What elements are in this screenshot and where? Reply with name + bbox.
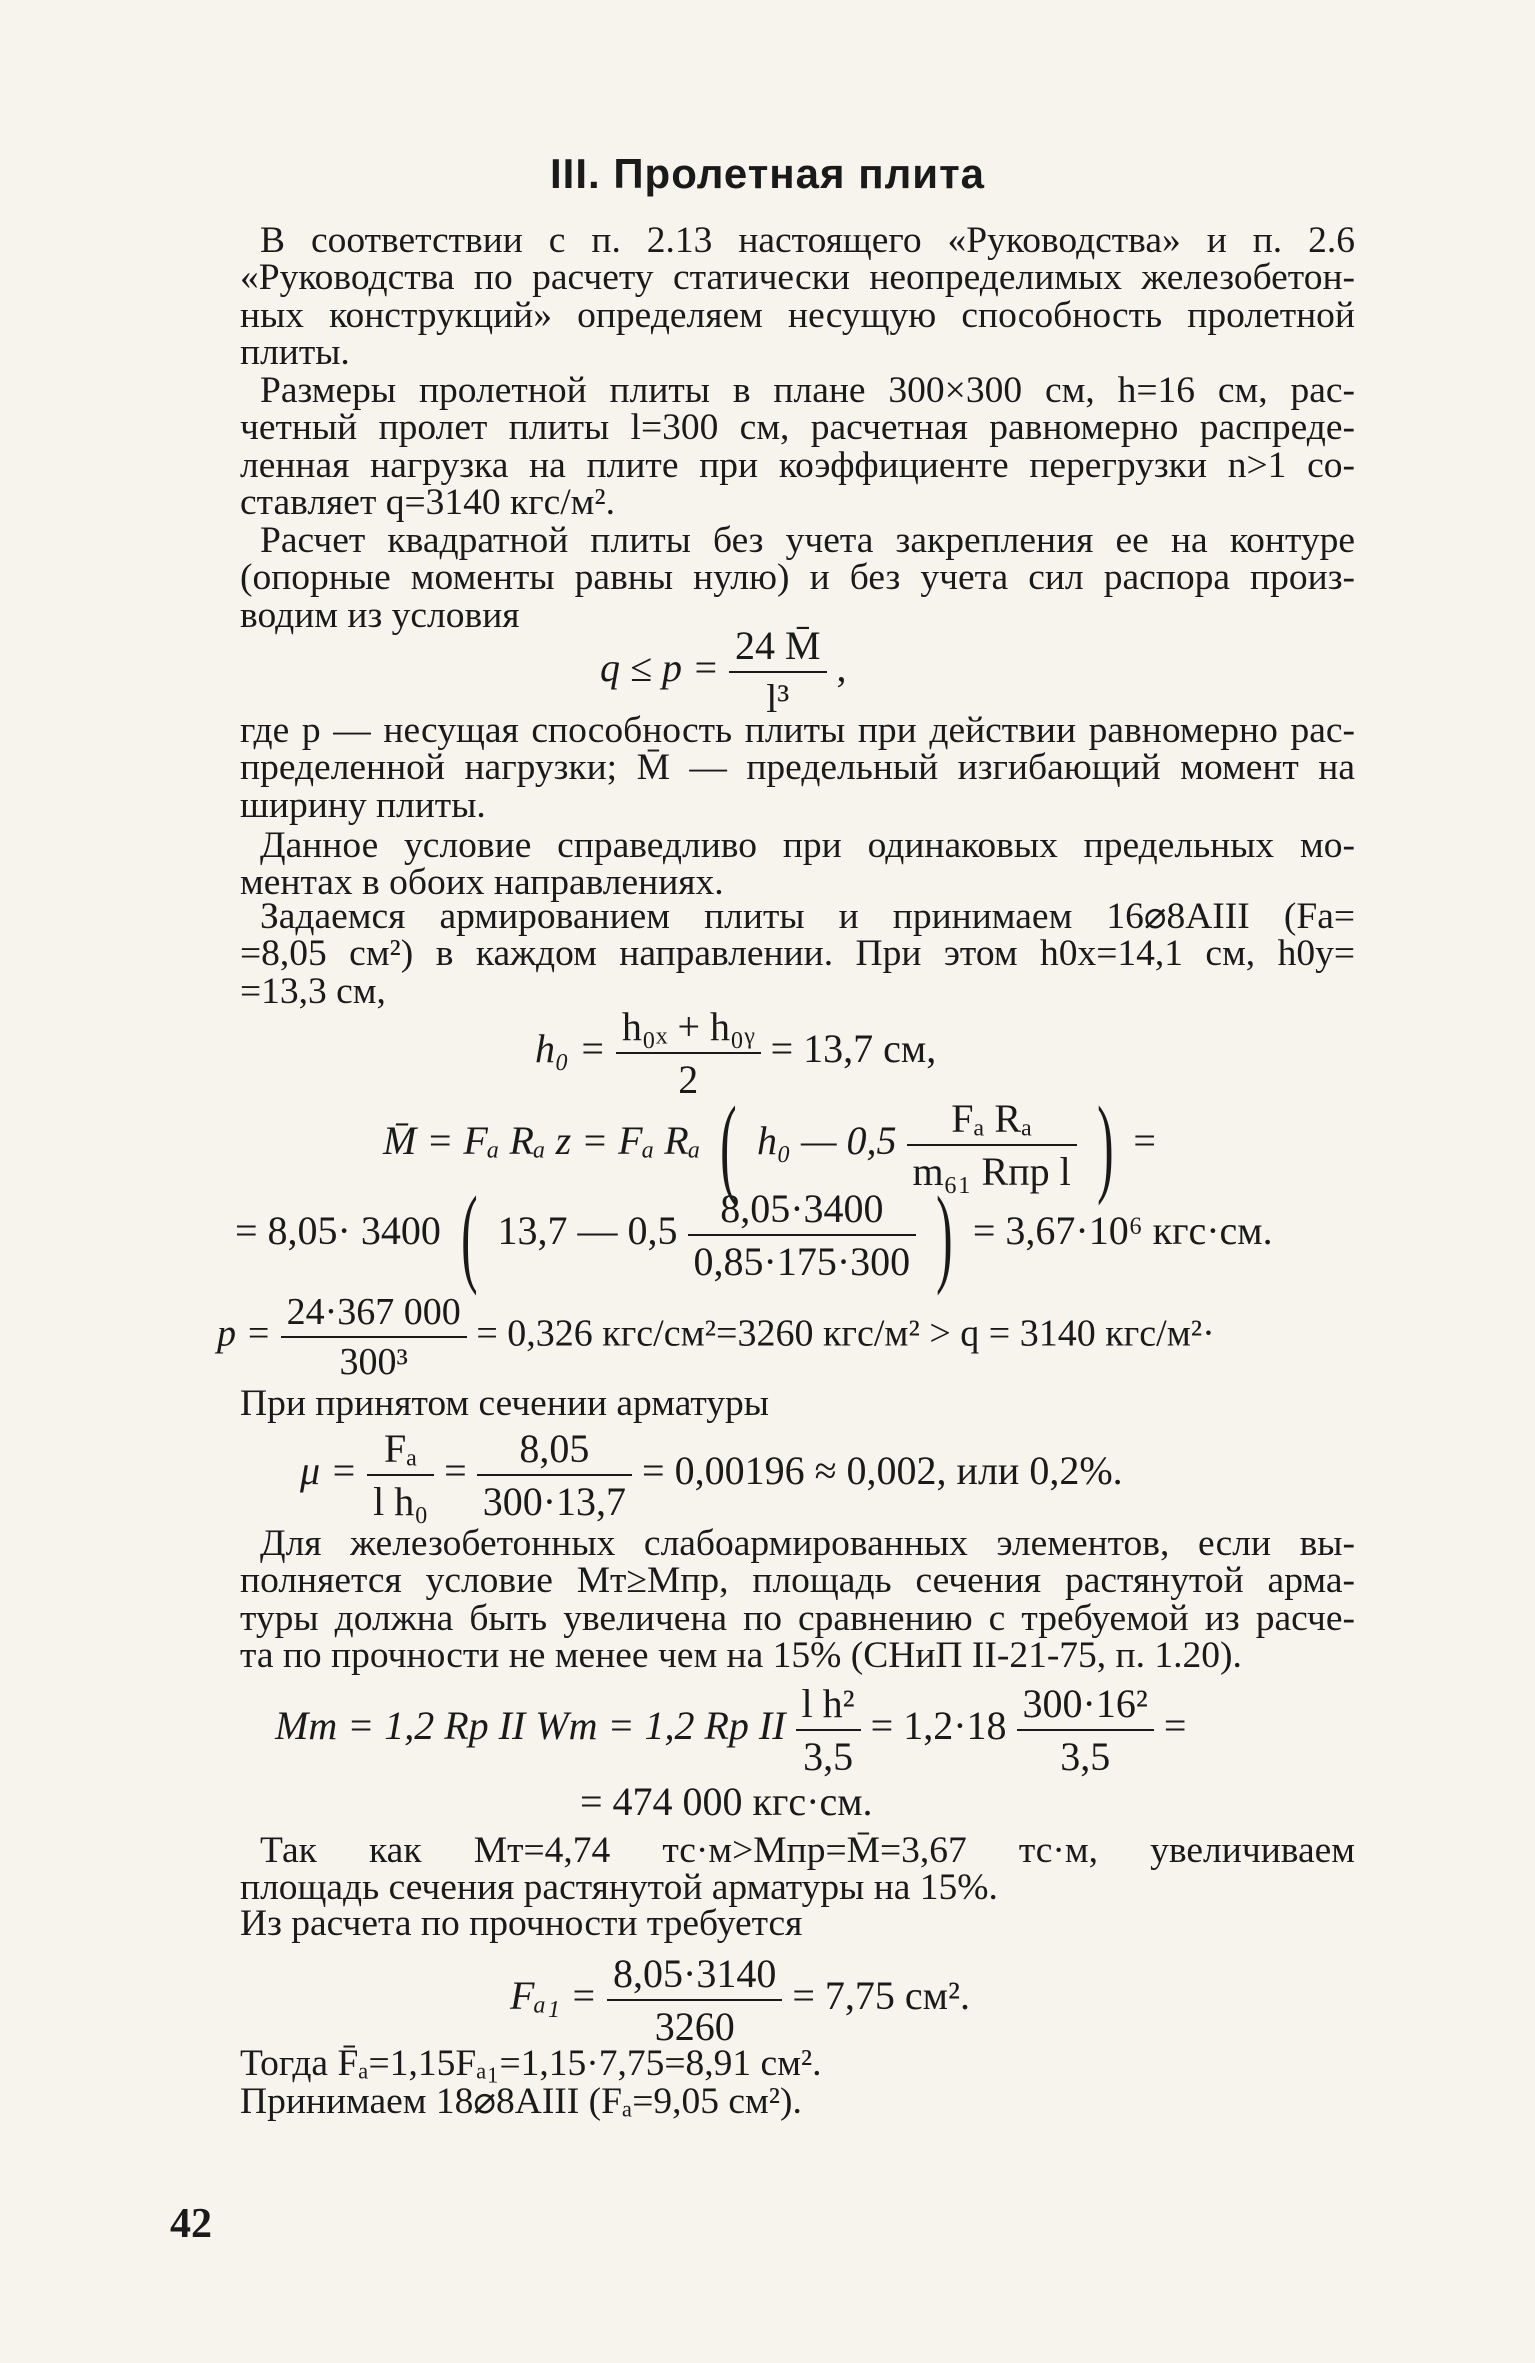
eq7-numerator-1: l h²: [796, 1680, 861, 1731]
eq4-close-paren: ): [936, 1174, 953, 1296]
eq1-tail: ,: [836, 645, 847, 691]
eq7-denominator-1: 3,5: [803, 1734, 854, 1779]
p6-line-2: =8,05 см²) в каждом направлении. При этом h0x=14,1 см, h0y=: [240, 933, 1355, 975]
eq9-numerator: 8,05·3140: [607, 1950, 782, 2001]
eq4-open-paren: (: [460, 1174, 478, 1296]
eq6-denominator-2: 300·13,7: [482, 1479, 627, 1524]
eq9-fraction: [607, 1950, 782, 2050]
p3-line-3: водим из условия: [240, 594, 520, 636]
paragraph-5: [240, 827, 1355, 902]
paragraph-10: [240, 1905, 1355, 1942]
p5-line-2: ментах в обоих направлениях.: [240, 862, 724, 904]
eq2-numerator: h₀ₓ + h₀ᵧ: [616, 1003, 761, 1054]
paragraph-8: [240, 1525, 1355, 1674]
eq4-denominator: 0,85·175·300: [693, 1239, 911, 1284]
p7-line-1: При принятом сечении арматуры: [240, 1383, 769, 1424]
eq4-numerator: 8,05·3400: [688, 1185, 917, 1236]
equation-8: = 474 000 кгс·см.: [580, 1779, 873, 1824]
equation-5: [217, 1290, 1215, 1384]
eq5-lhs: p =: [217, 1312, 272, 1355]
eq6-denominator-1: l h₀: [373, 1479, 429, 1524]
equation-6: [300, 1425, 1123, 1525]
eq7-rhs: =: [1163, 1703, 1187, 1749]
p8-line-1: Для железобетонных слабоармированных элементов, если вы-: [260, 1523, 1355, 1564]
p3-line-2: (опорные моменты равны нулю) и без учета сил распора произ-: [240, 557, 1355, 599]
p10-line-1: Из расчета по прочности требуется: [240, 1903, 803, 1944]
p6-line-3: =13,3 см,: [240, 970, 386, 1012]
p4-line-1: где p — несущая способность плиты при действии равномерно рас-: [240, 710, 1355, 751]
paragraph-4: [240, 712, 1355, 824]
paragraph-7: [240, 1385, 1355, 1422]
paragraph-6: [240, 898, 1355, 1010]
p9-line-2: площадь сечения растянутой арматуры на 15%.: [240, 1867, 998, 1909]
p11-line-1: Тогда F̄ₐ=1,15Fₐ₁=1,15·7,75=8,91 см².: [240, 2043, 822, 2084]
p1-line-3: ных конструкций» определяем несущую способность пролетной: [240, 294, 1355, 336]
eq6-mid: =: [444, 1448, 467, 1494]
eq5-fraction: [281, 1290, 467, 1384]
eq9-rhs: = 7,75 см².: [792, 1973, 970, 2019]
eq2-lhs: h₀ =: [535, 1026, 606, 1072]
eq3-open-paren: (: [720, 1084, 737, 1206]
p1-line-1: В соответствии с п. 2.13 настоящего «Руководства» и п. 2.6: [260, 220, 1355, 261]
p2-line-3: ленная нагрузка на плите при коэффициенте перегрузки n>1 со-: [240, 444, 1355, 486]
p6-line-1: Задаемся армированием плиты и принимаем 16⌀8AIII (Fa=: [260, 896, 1355, 937]
eq2-fraction: [616, 1003, 761, 1103]
equation-4: [235, 1174, 1273, 1296]
eq7-mid: = 1,2·18: [870, 1703, 1007, 1749]
equation-1: [600, 622, 847, 722]
eq7-fraction-1: [796, 1680, 861, 1780]
eq9-denominator: 3260: [654, 2004, 735, 2049]
eq6-lhs: μ =: [300, 1448, 358, 1494]
eq9-lhs: Fₐ₁ =: [510, 1973, 598, 2019]
eq7-denominator-2: 3,5: [1060, 1734, 1111, 1779]
paragraph-12: [240, 2083, 1355, 2120]
eq6-fraction-2: [477, 1425, 632, 1525]
eq4-fraction: [688, 1185, 917, 1285]
p9-line-1: Так как Mт=4,74 тс·м>Mпр=M̄=3,67 тс·м, увеличиваем: [260, 1830, 1355, 1871]
p2-line-4: ставляет q=3140 кгс/м².: [240, 481, 615, 523]
page-number: 42: [170, 2201, 212, 2247]
eq2-rhs: = 13,7 см,: [770, 1026, 937, 1072]
p8-line-4: та по прочности не менее чем на 15% (СНиП II-21-75, п. 1.20).: [240, 1634, 1242, 1676]
p1-line-4: плиты.: [240, 331, 350, 373]
eq1-denominator: l³: [766, 676, 790, 721]
equation-7: [275, 1680, 1186, 1780]
paragraph-2: [240, 372, 1355, 521]
eq3-close-paren: ): [1096, 1084, 1114, 1206]
eq3-numerator: Fₐ Rₐ: [907, 1095, 1077, 1146]
equation-9: [510, 1950, 970, 2050]
p2-line-2: четный пролет плиты l=300 см, расчетная равномерно распреде-: [240, 407, 1355, 449]
eq1-lhs: q ≤ p =: [600, 645, 719, 691]
paragraph-11: [240, 2045, 1355, 2082]
section-heading: III. Пролетная плита: [550, 150, 985, 197]
eq6-numerator-2: 8,05: [477, 1425, 632, 1476]
p2-line-1: Размеры пролетной плиты в плане 300×300 см, h=16 см, рас-: [260, 370, 1355, 411]
eq6-numerator-1: Fₐ: [367, 1425, 434, 1476]
eq3-denominator: m₆₁ Rпр l: [912, 1149, 1071, 1194]
eq7-numerator-2: 300·16²: [1017, 1680, 1154, 1731]
eq1-fraction: [729, 622, 827, 722]
p4-line-2: пределенной нагрузки; M̄ — предельный изгибающий момент на: [240, 747, 1355, 789]
p1-line-2: «Руководства по расчету статически неопределимых железобетон-: [240, 257, 1355, 299]
eq5-numerator: 24·367 000: [281, 1290, 467, 1338]
p12-line-1: Принимаем 18⌀8AIII (Fₐ=9,05 см²).: [240, 2081, 802, 2122]
eq3-lhs: M̄ = Fₐ Rₐ z = Fₐ Rₐ: [383, 1118, 701, 1164]
eq6-rhs: = 0,00196 ≈ 0,002, или 0,2%.: [642, 1448, 1123, 1494]
equation-3: [383, 1084, 1156, 1206]
eq6-fraction-1: [367, 1425, 434, 1525]
p8-line-3: туры должна быть увеличена по сравнению с требуемой из расче-: [240, 1597, 1355, 1639]
p4-line-3: ширину плиты.: [240, 784, 486, 826]
eq1-numerator: 24 M̄: [729, 622, 827, 673]
eq3-fraction: [907, 1095, 1077, 1195]
eq5-rhs: = 0,326 кгс/см²=3260 кгс/м² > q = 3140 кгс/м²·: [476, 1312, 1215, 1355]
paragraph-3: [240, 522, 1355, 634]
eq2-denominator: 2: [678, 1057, 699, 1102]
p8-line-2: полняется условие Mт≥Mпр, площадь сечения растянутой арма-: [240, 1560, 1355, 1602]
eq4-inner: 13,7 — 0,5: [497, 1208, 678, 1254]
paragraph-1: [240, 222, 1355, 371]
p5-line-1: Данное условие справедливо при одинаковых предельных мо-: [260, 825, 1355, 866]
p3-line-1: Расчет квадратной плиты без учета закрепления ее на контуре: [260, 520, 1355, 561]
paragraph-9: [240, 1832, 1355, 1907]
eq3-inner: h₀ — 0,5: [757, 1118, 897, 1164]
eq7-fraction-2: [1017, 1680, 1154, 1780]
eq5-denominator: 300³: [339, 1341, 408, 1383]
eq3-rhs: =: [1133, 1118, 1156, 1164]
eq7-lhs: Mт = 1,2 Rp II Wт = 1,2 Rp II: [275, 1703, 786, 1749]
eq4-rhs: = 3,67·10⁶ кгс·см.: [972, 1208, 1273, 1254]
eq4-lhs: = 8,05· 3400: [235, 1208, 441, 1254]
